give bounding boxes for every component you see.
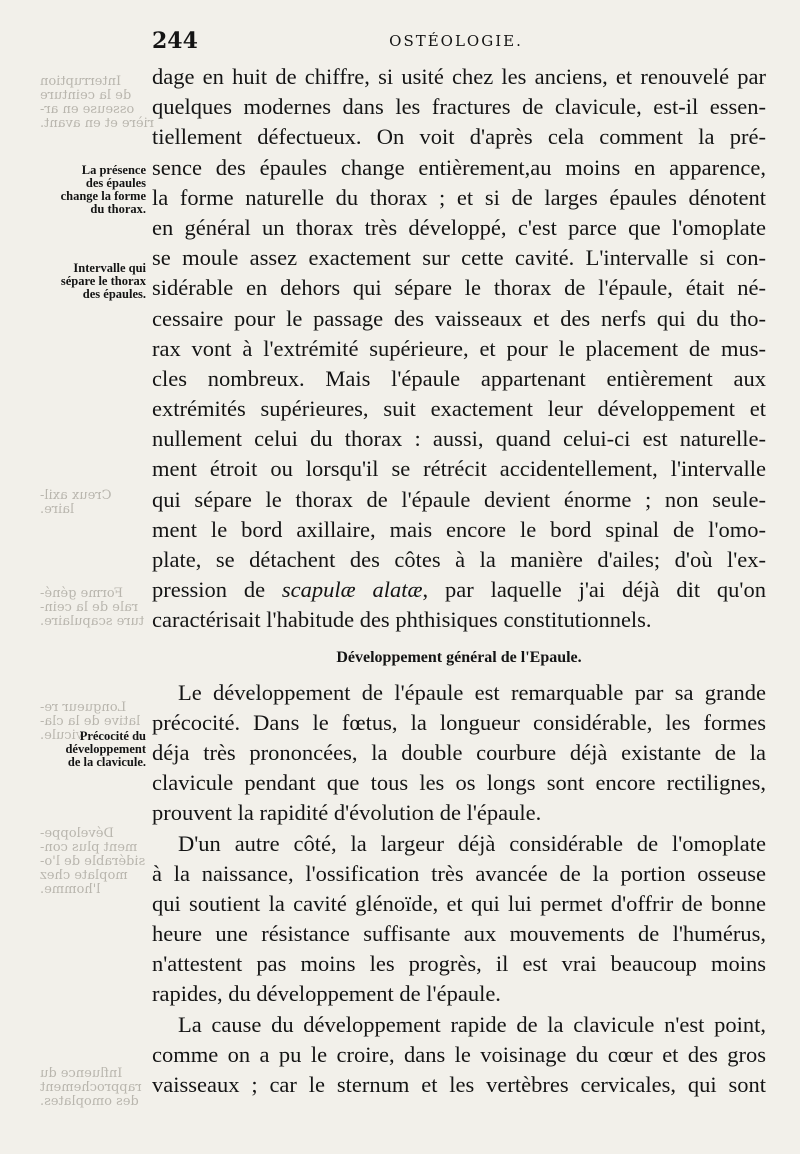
text-line: heure une résistance suffisante aux mouvements de l'humérus, [152,921,766,947]
text-line: cles nombreux. Mais l'épaule appartenant entièrement aux [152,365,766,391]
bleed-through-text: ture scapulaire. [40,614,145,629]
text-line: sence des épaules change entièrement,au moins en apparence, [152,154,766,180]
margin-note-line: de la clavicule. [67,755,146,769]
running-title: OSTÉOLOGIE. [389,32,523,50]
page-header [152,28,760,54]
text-line: ment le bord axillaire, mais encore le bord spinal de l'omo- [152,516,766,542]
text-line: cessaire pour le passage des vaisseaux et des nerfs qui du tho- [152,305,766,331]
text-line: qui sépare le thorax de l'épaule devient énorme ; non seule- [152,486,766,512]
text-line: D'un autre côté, la largeur déjà considérable de l'omoplate [178,830,766,856]
text-line: qui soutient la cavité glénoïde, et qui lui permet d'offrir de bonne [152,890,766,916]
text-fragment: pression de [152,577,282,603]
text-line: n'attestent pas moins les progrès, il est vrai beaucoup moins [152,951,766,977]
bleed-through-text: Creux axil- [40,488,112,503]
bleed-through-text: de la ceinture [40,88,132,103]
text-line: quelques modernes dans les fractures de clavicule, est-il essen- [152,94,766,120]
bleed-through-text: Forme géné- [40,586,123,601]
margin-note-line: Intervalle qui [73,261,146,275]
bleed-through-text: lative de la cla- [40,714,141,729]
text-line: Le développement de l'épaule est remarquable par sa grande [178,679,766,705]
text-line: extrémités supérieures, suit exactement leur développement et [152,396,766,422]
bleed-through-text: ment plus con- [40,840,138,855]
margin-note-line: des épaules [85,176,146,190]
margin-note-line: La présence [81,163,146,177]
bleed-through-text: osseuse en ar- [40,102,135,117]
margin-note-line: change la forme [60,189,146,203]
text-line: dage en huit de chiffre, si usité chez les anciens, et renouvelé par [152,64,766,89]
bleed-through-text: sidérable de l'o- [40,854,146,869]
text-line: clavicule pendant que tous les os longs sont encore rectilignes, [152,770,766,796]
text-line: nullement celui du thorax : aussi, quand celui-ci est naturelle- [152,426,766,452]
bleed-through-text: moplate chez [40,868,128,883]
margin-note-line: des épaules. [82,287,146,301]
margin-note-line: du thorax. [90,202,146,216]
text-line: rax vont à l'extrémité supérieure, et pour le placement de mus- [152,335,766,361]
bleed-through-text: rale de la cein- [40,600,139,615]
margin-note-precocite [30,730,146,769]
text-line: La cause du développement rapide de la clavicule n'est point, [178,1011,766,1037]
margin-note-line: Précocité du [79,729,146,743]
bleed-through-text: Développe- [40,826,114,841]
bleed-through-text: l'homme. [40,882,101,897]
margin-note-presence [30,164,146,216]
text-line: rapides, du développement de l'épaule. [152,981,501,1007]
text-line: à la naissance, l'ossification très avancée de la portion osseuse [152,860,766,886]
text-line: comme on a pu le croire, dans le voisinage du cœur et des gros [152,1041,766,1067]
bleed-through-text: rapprochement [40,1080,142,1095]
text-line: plate, se détachent des côtes à la manière d'ailes; d'où l'ex- [152,547,766,572]
bleed-through-text: des omoplates. [40,1094,139,1109]
section-title: Développement général de l'Epaule. [336,648,582,666]
bleed-through-text: Longueur re- [40,700,127,715]
margin-note-intervalle [30,262,146,301]
body-text [152,62,766,1100]
text-line: se moule assez exactement sur cette cavité. L'intervalle si con- [152,245,766,271]
bleed-through-text: rière et en avant. [40,116,154,131]
bleed-through-text: laire. [40,502,75,517]
bleed-through-text: Influence du [40,1066,123,1081]
text-line: prouvent la rapidité d'évolution de l'épaule. [152,800,542,826]
text-line: ment étroit ou lorsqu'il se rétrécit accidentellement, l'intervalle [152,456,766,482]
text-line: en général un thorax très développé, c'est parce que l'omoplate [152,214,766,240]
text-line: sidérable en dehors qui sépare le thorax de l'épaule, était né- [152,275,766,301]
page-number: 244 [152,28,198,54]
italic-term: scapulæ alatæ [281,577,423,603]
text-line: caractérisait l'habitude des phthisiques constitutionnels. [152,607,652,633]
text-line: précocité. Dans le fœtus, la longueur considérable, les formes [152,709,766,735]
text-line: la forme naturelle du thorax ; et si de larges épaules dénotent [152,184,766,210]
text-fragment: , par laquelle j'ai déjà dit qu'on [422,577,766,603]
bleed-through-text: vicule. [40,728,84,743]
bleed-through-text: Interruption [40,74,122,89]
text-line-expression [152,575,766,605]
margin-note-line: sépare le thorax [60,274,146,288]
text-line: tiellement défectueux. On voit d'après cela comment la pré- [152,124,766,150]
text-line: vaisseaux ; car le sternum et les vertèbres cervicales, qui sont [152,1072,766,1097]
text-line: déja très prononcées, la double courbure déjà existante de la [152,739,766,765]
margin-note-line: développement [65,742,146,756]
